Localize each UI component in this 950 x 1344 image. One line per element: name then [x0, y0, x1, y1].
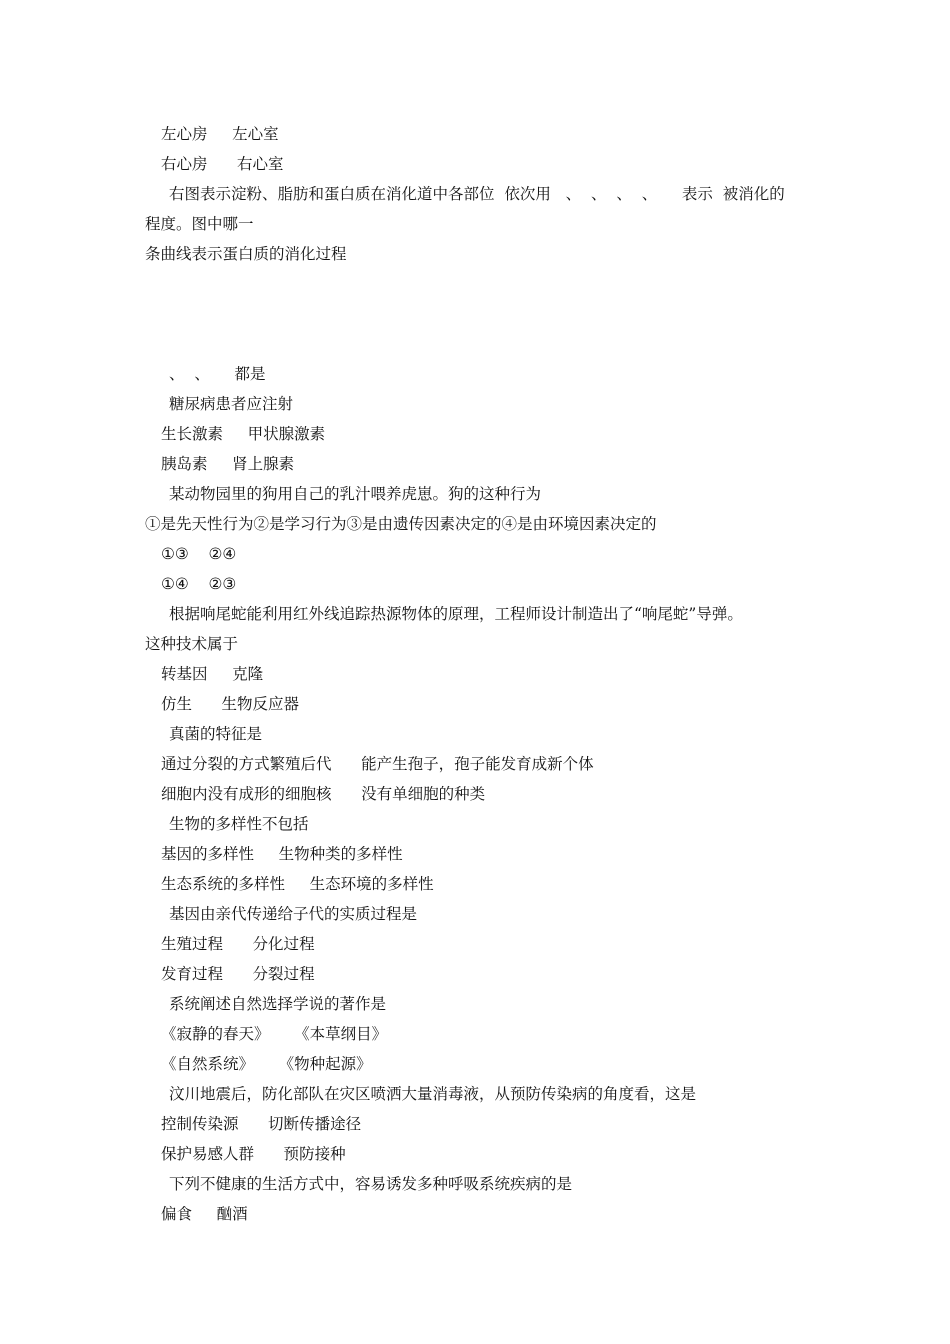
text-line: 《自然系统》 《物种起源》 — [161, 1055, 372, 1073]
text-line: 仿生 生物反应器 — [161, 695, 300, 713]
text-line: 胰岛素 肾上腺素 — [161, 455, 295, 473]
text-line: 程度。图中哪一 — [145, 215, 254, 233]
text-line: 生物的多样性不包括 — [169, 815, 309, 833]
text-line: 汶川地震后，防化部队在灾区喷洒大量消毒液，从预防传染病的角度看，这是 — [169, 1085, 697, 1103]
text-line: 细胞内没有成形的细胞核 没有单细胞的种类 — [161, 785, 486, 803]
text-line: 生长激素 甲状腺激素 — [161, 425, 326, 443]
text-line: 通过分裂的方式繁殖后代 能产生孢子，孢子能发育成新个体 — [161, 755, 594, 773]
text-line: 真菌的特征是 — [169, 725, 263, 743]
text-line: ①④ ②③ — [161, 575, 237, 593]
text-line: ①是先天性行为②是学习行为③是由遗传因素决定的④是由环境因素决定的 — [145, 515, 657, 533]
text-line: 《寂静的春天》 《本草纲目》 — [161, 1025, 388, 1043]
text-line: 下列不健康的生活方式中，容易诱发多种呼吸系统疾病的是 — [169, 1175, 573, 1193]
text-line: 右心房 右心室 — [161, 155, 284, 173]
text-line: 发育过程 分裂过程 — [161, 965, 315, 983]
text-line: 控制传染源 切断传播途径 — [161, 1115, 362, 1133]
text-line: 系统阐述自然选择学说的著作是 — [169, 995, 387, 1013]
text-line: 条曲线表示蛋白质的消化过程 — [145, 245, 347, 263]
text-line: 右图表示淀粉、脂肪和蛋白质在消化道中各部位 依次用 、 、 、 、 表示 被消化的 — [169, 185, 785, 203]
text-line: 生殖过程 分化过程 — [161, 935, 315, 953]
text-line: 偏食 酗酒 — [161, 1205, 248, 1223]
text-line: 生态系统的多样性 生态环境的多样性 — [161, 875, 434, 893]
text-line: 根据响尾蛇能利用红外线追踪热源物体的原理，工程师设计制造出了“响尾蛇”导弹。 — [169, 605, 743, 623]
text-line: 糖尿病患者应注射 — [169, 395, 294, 413]
text-line: ①③ ②④ — [161, 545, 237, 563]
text-line: 基因由亲代传递给子代的实质过程是 — [169, 905, 418, 923]
text-line: 、 、 都是 — [169, 365, 266, 383]
text-line: 保护易感人群 预防接种 — [161, 1145, 346, 1163]
text-line: 左心房 左心室 — [161, 125, 279, 143]
text-line: 某动物园里的狗用自己的乳汁喂养虎崽。狗的这种行为 — [169, 485, 542, 503]
text-line: 这种技术属于 — [145, 635, 239, 653]
text-line: 转基因 克隆 — [161, 665, 264, 683]
text-line: 基因的多样性 生物种类的多样性 — [161, 845, 403, 863]
